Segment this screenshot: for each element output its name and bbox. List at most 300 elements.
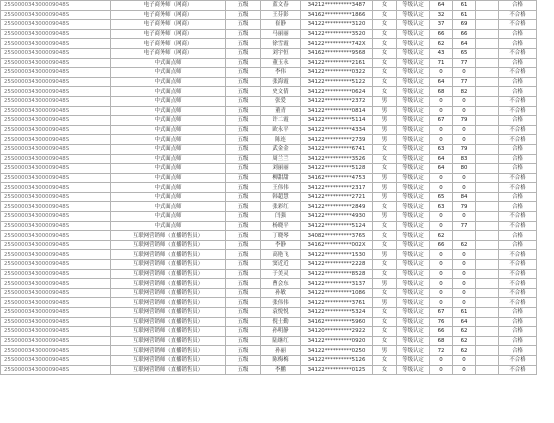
assessment-type-cell: 等级认定 <box>397 336 430 346</box>
occupation-cell: 电子商务师（网商） <box>111 39 226 49</box>
level-cell: 五级 <box>226 327 261 337</box>
empty-cell <box>476 298 499 308</box>
occupation-cell: 互联网营销师（直播销售员） <box>111 279 226 289</box>
id-number-cell: 34122**********3761 <box>301 298 373 308</box>
assessment-type-cell: 等级认定 <box>397 355 430 365</box>
level-cell: 五级 <box>226 231 261 241</box>
table-row <box>1 317 537 327</box>
occupation-cell: 中式面点师 <box>111 58 226 68</box>
result-cell: 不合格 <box>499 221 537 231</box>
table-row <box>1 48 537 58</box>
skill-score-cell: 0 <box>453 298 476 308</box>
table-row <box>1 116 537 126</box>
assessment-type-cell: 等级认定 <box>397 202 430 212</box>
result-cell: 不合格 <box>499 173 537 183</box>
assessment-type-cell: 等级认定 <box>397 96 430 106</box>
gender-cell: 女 <box>373 365 397 375</box>
theory-score-cell: 0 <box>430 298 453 308</box>
theory-score-cell: 0 <box>430 173 453 183</box>
candidate-name-cell: 张伟伟 <box>261 298 301 308</box>
table-row <box>1 221 537 231</box>
level-cell: 五级 <box>226 346 261 356</box>
result-cell: 不合格 <box>499 288 537 298</box>
table-row <box>1 125 537 135</box>
id-number-cell: 34212**********3487 <box>301 1 373 11</box>
id-number-cell: 34122**********4334 <box>301 125 373 135</box>
table-row <box>1 68 537 78</box>
table-row <box>1 106 537 116</box>
id-number-cell: 34122**********2317 <box>301 183 373 193</box>
id-number-cell: 34122**********5114 <box>301 116 373 126</box>
candidate-name-cell: 欧永平 <box>261 125 301 135</box>
skill-score-cell: 79 <box>453 116 476 126</box>
assessment-type-cell: 等级认定 <box>397 317 430 327</box>
gender-cell: 女 <box>373 308 397 318</box>
gender-cell: 男 <box>373 116 397 126</box>
empty-cell <box>476 279 499 289</box>
theory-score-cell: 0 <box>430 183 453 193</box>
occupation-cell: 互联网营销师（直播销售员） <box>111 346 226 356</box>
level-cell: 五级 <box>226 58 261 68</box>
occupation-cell: 中式面点师 <box>111 164 226 174</box>
id-number-cell: 34122**********5122 <box>301 77 373 87</box>
candidate-name-cell: 徐雪霞 <box>261 39 301 49</box>
occupation-cell: 互联网营销师（直播销售员） <box>111 336 226 346</box>
skill-score-cell: 82 <box>453 87 476 97</box>
level-cell: 五级 <box>226 250 261 260</box>
gender-cell: 女 <box>373 202 397 212</box>
gender-cell: 男 <box>373 125 397 135</box>
empty-cell <box>476 327 499 337</box>
assessment-type-cell: 等级认定 <box>397 173 430 183</box>
empty-cell <box>476 365 499 375</box>
assessment-type-cell: 等级认定 <box>397 260 430 270</box>
result-cell: 合格 <box>499 144 537 154</box>
empty-cell <box>476 48 499 58</box>
theory-score-cell: 67 <box>430 308 453 318</box>
candidate-name-cell: 董青 <box>261 106 301 116</box>
id-number-cell: 34122**********2161 <box>301 58 373 68</box>
table-row <box>1 212 537 222</box>
occupation-cell: 中式面点师 <box>111 68 226 78</box>
table-row <box>1 250 537 260</box>
gender-cell: 女 <box>373 269 397 279</box>
candidate-name-cell: 刘宇恒 <box>261 48 301 58</box>
skill-score-cell: 0 <box>453 355 476 365</box>
empty-cell <box>476 68 499 78</box>
occupation-cell: 中式面点师 <box>111 77 226 87</box>
result-cell: 合格 <box>499 1 537 11</box>
level-cell: 五级 <box>226 279 261 289</box>
candidate-name-cell: 张爱 <box>261 96 301 106</box>
gender-cell: 男 <box>373 298 397 308</box>
assessment-type-cell: 等级认定 <box>397 298 430 308</box>
id-number-cell: 34122**********5124 <box>301 221 373 231</box>
result-cell: 不合格 <box>499 96 537 106</box>
assessment-type-cell: 等级认定 <box>397 20 430 30</box>
empty-cell <box>476 87 499 97</box>
table-row <box>1 336 537 346</box>
gender-cell: 女 <box>373 10 397 20</box>
skill-score-cell: 65 <box>453 48 476 58</box>
candidate-name-cell: 孙丽 <box>261 346 301 356</box>
empty-cell <box>476 20 499 30</box>
gender-cell: 女 <box>373 154 397 164</box>
theory-score-cell: 0 <box>430 212 453 222</box>
theory-score-cell: 62 <box>430 231 453 241</box>
theory-score-cell: 76 <box>430 317 453 327</box>
empty-cell <box>476 221 499 231</box>
assessment-type-cell: 等级认定 <box>397 250 430 260</box>
theory-score-cell: 43 <box>430 48 453 58</box>
skill-score-cell: 0 <box>453 68 476 78</box>
gender-cell: 女 <box>373 58 397 68</box>
candidate-name-cell: 韩超慧 <box>261 192 301 202</box>
theory-score-cell: 0 <box>430 106 453 116</box>
candidate-name-cell: 袁悦悦 <box>261 308 301 318</box>
table-row <box>1 135 537 145</box>
skill-score-cell: 0 <box>453 269 476 279</box>
batch-number-cell: 25S000034300009048S <box>1 39 111 49</box>
occupation-cell: 互联网营销师（直播销售员） <box>111 231 226 241</box>
empty-cell <box>476 173 499 183</box>
batch-number-cell: 25S000034300009048S <box>1 317 111 327</box>
table-row <box>1 164 537 174</box>
batch-number-cell: 25S000034300009048S <box>1 116 111 126</box>
theory-score-cell: 68 <box>430 87 453 97</box>
empty-cell <box>476 58 499 68</box>
batch-number-cell: 25S000034300009048S <box>1 308 111 318</box>
table-row <box>1 202 537 212</box>
level-cell: 五级 <box>226 202 261 212</box>
theory-score-cell: 0 <box>430 96 453 106</box>
batch-number-cell: 25S000034300009048S <box>1 1 111 11</box>
result-cell: 合格 <box>499 164 537 174</box>
id-number-cell: 34122**********8528 <box>301 269 373 279</box>
theory-score-cell: 68 <box>430 336 453 346</box>
gender-cell: 女 <box>373 327 397 337</box>
level-cell: 五级 <box>226 29 261 39</box>
assessment-type-cell: 等级认定 <box>397 308 430 318</box>
skill-score-cell: 77 <box>453 77 476 87</box>
assessment-type-cell: 等级认定 <box>397 346 430 356</box>
table-row <box>1 39 537 49</box>
candidate-name-cell: 于美灵 <box>261 269 301 279</box>
occupation-cell: 中式面点师 <box>111 144 226 154</box>
occupation-cell: 互联网营销师（直播销售员） <box>111 308 226 318</box>
result-cell: 不合格 <box>499 355 537 365</box>
level-cell: 五级 <box>226 240 261 250</box>
table-row <box>1 279 537 289</box>
skill-score-cell: 0 <box>453 125 476 135</box>
skill-score-cell: 64 <box>453 39 476 49</box>
id-number-cell: 34122**********2228 <box>301 260 373 270</box>
batch-number-cell: 25S000034300009048S <box>1 87 111 97</box>
empty-cell <box>476 317 499 327</box>
skill-score-cell: 0 <box>453 183 476 193</box>
theory-score-cell: 0 <box>430 260 453 270</box>
results-table-body <box>1 1 537 375</box>
skill-score-cell: 79 <box>453 202 476 212</box>
batch-number-cell: 25S000034300009048S <box>1 355 111 365</box>
table-row <box>1 1 537 11</box>
candidate-name-cell: 倪士勤 <box>261 317 301 327</box>
candidate-name-cell: 陆继红 <box>261 336 301 346</box>
assessment-type-cell: 等级认定 <box>397 221 430 231</box>
occupation-cell: 中式面点师 <box>111 87 226 97</box>
empty-cell <box>476 96 499 106</box>
assessment-type-cell: 等级认定 <box>397 77 430 87</box>
assessment-type-cell: 等级认定 <box>397 327 430 337</box>
table-row <box>1 308 537 318</box>
assessment-type-cell: 等级认定 <box>397 240 430 250</box>
candidate-name-cell: 李鹏 <box>261 365 301 375</box>
batch-number-cell: 25S000034300009048S <box>1 125 111 135</box>
gender-cell: 女 <box>373 231 397 241</box>
occupation-cell: 中式面点师 <box>111 96 226 106</box>
assessment-type-cell: 等级认定 <box>397 68 430 78</box>
skill-score-cell: 62 <box>453 346 476 356</box>
batch-number-cell: 25S000034300009048S <box>1 279 111 289</box>
table-row <box>1 346 537 356</box>
batch-number-cell: 25S000034300009048S <box>1 365 111 375</box>
level-cell: 五级 <box>226 96 261 106</box>
gender-cell: 女 <box>373 1 397 11</box>
batch-number-cell: 25S000034300009048S <box>1 221 111 231</box>
id-number-cell: 34162**********4753 <box>301 173 373 183</box>
batch-number-cell: 25S000034300009048S <box>1 346 111 356</box>
empty-cell <box>476 240 499 250</box>
skill-score-cell: 62 <box>453 327 476 337</box>
batch-number-cell: 25S000034300009048S <box>1 48 111 58</box>
batch-number-cell: 25S000034300009048S <box>1 336 111 346</box>
level-cell: 五级 <box>226 192 261 202</box>
gender-cell: 女 <box>373 77 397 87</box>
id-number-cell: 34122**********2849 <box>301 202 373 212</box>
level-cell: 五级 <box>226 164 261 174</box>
result-cell: 不合格 <box>499 10 537 20</box>
table-row <box>1 29 537 39</box>
candidate-name-cell: 陈连 <box>261 135 301 145</box>
occupation-cell: 互联网营销师（直播销售员） <box>111 260 226 270</box>
candidate-name-cell: 张彩红 <box>261 202 301 212</box>
empty-cell <box>476 355 499 365</box>
theory-score-cell: 37 <box>430 20 453 30</box>
candidate-name-cell: 周兰兰 <box>261 154 301 164</box>
gender-cell: 女 <box>373 317 397 327</box>
assessment-type-cell: 等级认定 <box>397 116 430 126</box>
level-cell: 五级 <box>226 269 261 279</box>
result-cell: 不合格 <box>499 298 537 308</box>
id-number-cell: 34122**********0125 <box>301 365 373 375</box>
occupation-cell: 互联网营销师（直播销售员） <box>111 269 226 279</box>
gender-cell: 男 <box>373 346 397 356</box>
empty-cell <box>476 269 499 279</box>
skill-score-cell: 80 <box>453 164 476 174</box>
empty-cell <box>476 231 499 241</box>
theory-score-cell: 0 <box>430 125 453 135</box>
candidate-name-cell: 崔静 <box>261 20 301 30</box>
candidate-name-cell: 张海霞 <box>261 77 301 87</box>
result-cell: 不合格 <box>499 212 537 222</box>
result-cell: 不合格 <box>499 20 537 30</box>
empty-cell <box>476 192 499 202</box>
batch-number-cell: 25S000034300009048S <box>1 202 111 212</box>
candidate-name-cell: 蓝文春 <box>261 1 301 11</box>
assessment-type-cell: 等级认定 <box>397 365 430 375</box>
result-cell: 合格 <box>499 192 537 202</box>
assessment-type-cell: 等级认定 <box>397 164 430 174</box>
level-cell: 五级 <box>226 260 261 270</box>
theory-score-cell: 0 <box>430 279 453 289</box>
result-cell: 合格 <box>499 240 537 250</box>
gender-cell: 女 <box>373 355 397 365</box>
id-number-cell: 34122**********0814 <box>301 106 373 116</box>
theory-score-cell: 66 <box>430 240 453 250</box>
id-number-cell: 34122**********0920 <box>301 336 373 346</box>
gender-cell: 女 <box>373 336 397 346</box>
batch-number-cell: 25S000034300009048S <box>1 260 111 270</box>
theory-score-cell: 66 <box>430 327 453 337</box>
level-cell: 五级 <box>226 183 261 193</box>
result-cell: 不合格 <box>499 365 537 375</box>
result-cell: 不合格 <box>499 269 537 279</box>
batch-number-cell: 25S000034300009048S <box>1 20 111 30</box>
gender-cell: 男 <box>373 192 397 202</box>
id-number-cell: 34120**********2922 <box>301 327 373 337</box>
skill-score-cell: 79 <box>453 144 476 154</box>
skill-score-cell: 0 <box>453 212 476 222</box>
occupation-cell: 互联网营销师（直播销售员） <box>111 298 226 308</box>
assessment-type-cell: 等级认定 <box>397 87 430 97</box>
batch-number-cell: 25S000034300009048S <box>1 29 111 39</box>
level-cell: 五级 <box>226 173 261 183</box>
id-number-cell: 34122**********3137 <box>301 279 373 289</box>
skill-score-cell: 77 <box>453 221 476 231</box>
gender-cell: 女 <box>373 260 397 270</box>
id-number-cell: 34122**********4930 <box>301 212 373 222</box>
occupation-cell: 电子商务师（网商） <box>111 48 226 58</box>
id-number-cell: 34122**********3120 <box>301 20 373 30</box>
candidate-name-cell: 闫强 <box>261 212 301 222</box>
assessment-type-cell: 等级认定 <box>397 288 430 298</box>
empty-cell <box>476 260 499 270</box>
batch-number-cell: 25S000034300009048S <box>1 58 111 68</box>
result-cell: 合格 <box>499 29 537 39</box>
assessment-type-cell: 等级认定 <box>397 183 430 193</box>
batch-number-cell: 25S000034300009048S <box>1 144 111 154</box>
skill-score-cell: 0 <box>453 135 476 145</box>
id-number-cell: 34122**********5128 <box>301 164 373 174</box>
candidate-name-cell: 王伟伟 <box>261 183 301 193</box>
level-cell: 五级 <box>226 365 261 375</box>
result-cell: 合格 <box>499 77 537 87</box>
result-cell: 合格 <box>499 346 537 356</box>
batch-number-cell: 25S000034300009048S <box>1 164 111 174</box>
table-row <box>1 77 537 87</box>
level-cell: 五级 <box>226 317 261 327</box>
gender-cell: 男 <box>373 96 397 106</box>
occupation-cell: 中式面点师 <box>111 183 226 193</box>
level-cell: 五级 <box>226 221 261 231</box>
assessment-type-cell: 等级认定 <box>397 106 430 116</box>
occupation-cell: 中式面点师 <box>111 135 226 145</box>
table-row <box>1 144 537 154</box>
gender-cell: 女 <box>373 164 397 174</box>
skill-score-cell: 66 <box>453 29 476 39</box>
level-cell: 五级 <box>226 68 261 78</box>
level-cell: 五级 <box>226 135 261 145</box>
batch-number-cell: 25S000034300009048S <box>1 212 111 222</box>
batch-number-cell: 25S000034300009048S <box>1 68 111 78</box>
id-number-cell: 34122**********0250 <box>301 346 373 356</box>
occupation-cell: 电子商务师（网商） <box>111 29 226 39</box>
theory-score-cell: 0 <box>430 288 453 298</box>
skill-score-cell: 0 <box>453 96 476 106</box>
id-number-cell: 34122**********3520 <box>301 29 373 39</box>
occupation-cell: 互联网营销师（直播销售员） <box>111 288 226 298</box>
occupation-cell: 中式面点师 <box>111 106 226 116</box>
result-cell: 合格 <box>499 58 537 68</box>
result-cell: 合格 <box>499 327 537 337</box>
candidate-name-cell: 董玉永 <box>261 58 301 68</box>
theory-score-cell: 32 <box>430 10 453 20</box>
table-row <box>1 365 537 375</box>
candidate-name-cell: 孙明静 <box>261 327 301 337</box>
batch-number-cell: 25S000034300009048S <box>1 10 111 20</box>
table-row <box>1 231 537 241</box>
candidate-name-cell: 高艳飞 <box>261 250 301 260</box>
assessment-type-cell: 等级认定 <box>397 29 430 39</box>
candidate-name-cell: 丁晓琴 <box>261 231 301 241</box>
result-cell: 合格 <box>499 317 537 327</box>
theory-score-cell: 62 <box>430 39 453 49</box>
occupation-cell: 电子商务师（网商） <box>111 20 226 30</box>
batch-number-cell: 25S000034300009048S <box>1 96 111 106</box>
id-number-cell: 34162**********002X <box>301 240 373 250</box>
batch-number-cell: 25S000034300009048S <box>1 183 111 193</box>
skill-score-cell <box>453 231 476 241</box>
id-number-cell: 34122**********3526 <box>301 154 373 164</box>
empty-cell <box>476 29 499 39</box>
level-cell: 五级 <box>226 106 261 116</box>
skill-score-cell: 0 <box>453 288 476 298</box>
gender-cell: 男 <box>373 106 397 116</box>
batch-number-cell: 25S000034300009048S <box>1 77 111 87</box>
level-cell: 五级 <box>226 77 261 87</box>
id-number-cell: 34122**********1086 <box>301 288 373 298</box>
occupation-cell: 中式面点师 <box>111 154 226 164</box>
gender-cell: 女 <box>373 68 397 78</box>
skill-score-cell: 77 <box>453 58 476 68</box>
assessment-type-cell: 等级认定 <box>397 192 430 202</box>
candidate-name-cell: 王芬影 <box>261 10 301 20</box>
empty-cell <box>476 77 499 87</box>
id-number-cell: 34122**********2721 <box>301 192 373 202</box>
table-row <box>1 87 537 97</box>
gender-cell: 女 <box>373 144 397 154</box>
candidate-name-cell: 马丽丽 <box>261 29 301 39</box>
table-row <box>1 154 537 164</box>
id-number-cell: 34122**********5324 <box>301 308 373 318</box>
table-row <box>1 96 537 106</box>
occupation-cell: 互联网营销师（直播销售员） <box>111 355 226 365</box>
empty-cell <box>476 183 499 193</box>
gender-cell: 女 <box>373 29 397 39</box>
theory-score-cell: 72 <box>430 346 453 356</box>
assessment-type-cell: 等级认定 <box>397 154 430 164</box>
gender-cell: 男 <box>373 135 397 145</box>
